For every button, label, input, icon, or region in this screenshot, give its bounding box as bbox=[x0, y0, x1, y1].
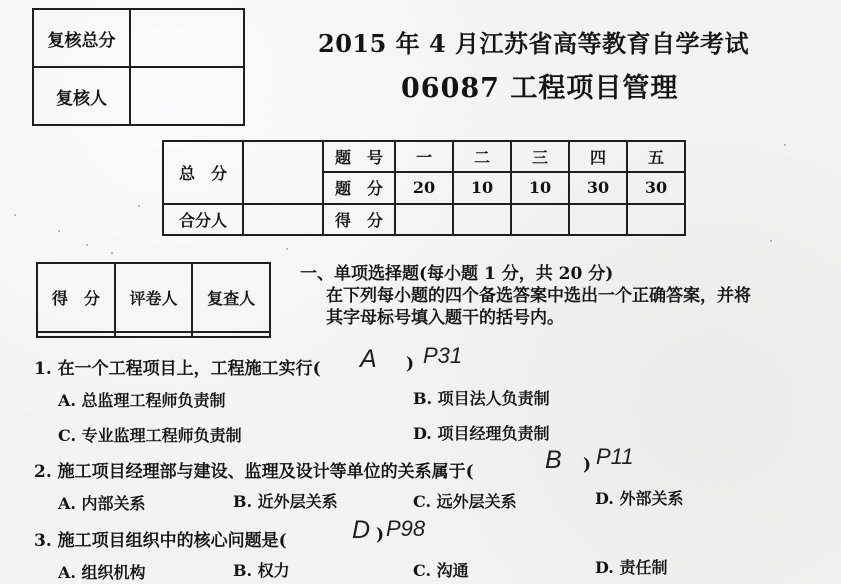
obtained-score-2 bbox=[453, 204, 511, 235]
question-score-1: 20 bbox=[395, 172, 453, 203]
score-summary-table bbox=[162, 140, 686, 236]
question-3-page-note: P98 bbox=[386, 516, 426, 541]
question-2-stem bbox=[34, 457, 474, 482]
question-score-4: 30 bbox=[569, 172, 627, 203]
scan-speck bbox=[286, 248, 288, 250]
section-instruction-line-1: 在下列每小题的四个备选答案中选出一个正确答案，并将 bbox=[326, 286, 751, 306]
question-1-page-note: P31 bbox=[423, 343, 463, 368]
marker-table bbox=[36, 262, 271, 338]
question-2-option-d: D. 外部关系 bbox=[595, 489, 684, 508]
question-3-option-c: C. 沟通 bbox=[413, 561, 469, 580]
question-2-option-a: A. 内部关系 bbox=[58, 494, 146, 513]
question-number-label: 题 号 bbox=[323, 141, 395, 172]
section-instruction-line-2: 其字母标号填入题干的括号内。 bbox=[326, 308, 564, 328]
question-score-label: 题 分 bbox=[323, 172, 395, 203]
obtained-score-1 bbox=[395, 204, 453, 235]
question-1-option-b: B. 项目法人负责制 bbox=[413, 389, 550, 408]
question-number-3: 三 bbox=[511, 141, 569, 172]
question-score-2: 10 bbox=[453, 172, 511, 203]
marker-reviewer-header: 复查人 bbox=[192, 263, 270, 332]
combined-score-label: 合分人 bbox=[163, 204, 243, 235]
question-2-option-b: B. 近外层关系 bbox=[233, 492, 338, 511]
scan-speck bbox=[111, 252, 113, 254]
question-1-prefix: 1. 在一个工程项目上，工程施工实行( bbox=[34, 359, 321, 379]
score-total-label: 总 分 bbox=[163, 141, 243, 204]
exam-title: 2015 年 4 月江苏省高等教育自学考试 bbox=[318, 29, 750, 58]
question-3-stem bbox=[34, 526, 287, 551]
scan-speck bbox=[14, 214, 16, 216]
question-2-option-c: C. 远外层关系 bbox=[413, 492, 517, 511]
question-number-4: 四 bbox=[569, 141, 627, 172]
obtained-score-4 bbox=[569, 204, 627, 235]
question-2-close-paren: ) bbox=[583, 455, 592, 475]
marker-grader-cell bbox=[115, 332, 193, 337]
combined-score-cell bbox=[243, 204, 323, 235]
question-number-5: 五 bbox=[627, 141, 685, 172]
course-title: 06087 工程项目管理 bbox=[401, 73, 679, 104]
section-heading bbox=[300, 263, 820, 329]
question-number-1: 一 bbox=[395, 141, 453, 172]
review-total-label: 复核总分 bbox=[33, 9, 130, 67]
obtained-score-label: 得 分 bbox=[323, 204, 395, 235]
question-3-option-b: B. 权力 bbox=[233, 561, 290, 580]
question-3-option-a: A. 组织机构 bbox=[58, 563, 146, 582]
question-1-option-c: C. 专业监理工程师负责制 bbox=[58, 426, 242, 445]
question-1-answer: A bbox=[360, 345, 378, 373]
question-3-option-d: D. 责任制 bbox=[595, 558, 668, 577]
scan-speck bbox=[138, 205, 140, 207]
reviewer-cell bbox=[130, 67, 244, 125]
question-1-option-a: A. 总监理工程师负责制 bbox=[58, 391, 226, 410]
question-2-page-note: P11 bbox=[596, 444, 634, 469]
question-number-2: 二 bbox=[453, 141, 511, 172]
marker-reviewer-cell bbox=[192, 332, 270, 337]
question-3-prefix: 3. 施工项目组织中的核心问题是( bbox=[34, 531, 287, 551]
section-title: 一、单项选择题(每小题 1 分，共 20 分) bbox=[300, 264, 614, 284]
obtained-score-3 bbox=[511, 204, 569, 235]
question-2-prefix: 2. 施工项目经理部与建设、监理及设计等单位的关系属于( bbox=[34, 462, 474, 482]
scan-speck bbox=[86, 244, 88, 246]
question-1-stem bbox=[34, 354, 321, 379]
scan-speck bbox=[58, 230, 60, 232]
question-3-close-paren: ) bbox=[376, 525, 385, 545]
reviewer-label: 复核人 bbox=[33, 67, 130, 125]
question-3-answer: D bbox=[352, 516, 372, 544]
question-1-option-d: D. 项目经理负责制 bbox=[413, 424, 550, 443]
review-box bbox=[32, 8, 245, 126]
review-total-cell bbox=[130, 9, 244, 67]
question-score-5: 30 bbox=[627, 172, 685, 203]
marker-score-cell bbox=[37, 332, 115, 337]
marker-score-header: 得 分 bbox=[37, 263, 115, 332]
score-total-cell bbox=[243, 141, 323, 204]
question-score-3: 10 bbox=[511, 172, 569, 203]
question-1-close-paren: ) bbox=[406, 354, 415, 374]
question-2-answer: B bbox=[545, 446, 563, 474]
obtained-score-5 bbox=[627, 204, 685, 235]
scan-speck bbox=[770, 240, 772, 242]
scan-speck bbox=[784, 144, 786, 146]
marker-grader-header: 评卷人 bbox=[115, 263, 193, 332]
